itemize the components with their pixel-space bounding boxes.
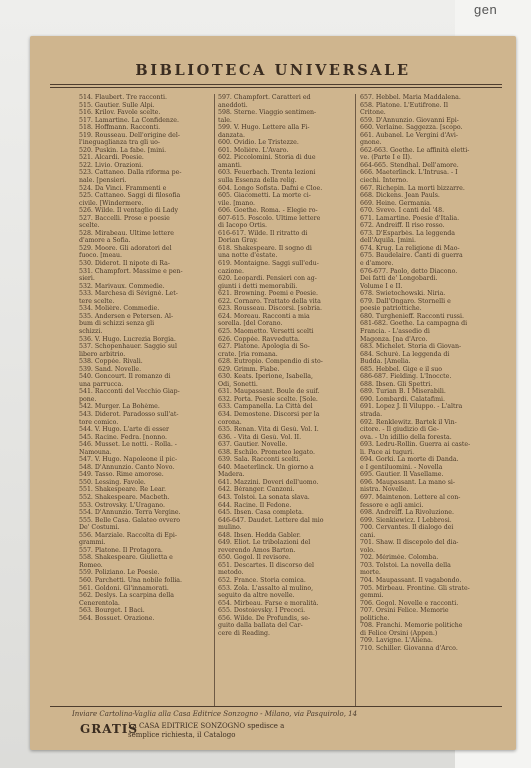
catalog-entry: 598. Sterne. Viaggio sentimen-	[218, 109, 317, 117]
catalog-entry: 650. Gogol. Il revisore.	[218, 554, 291, 562]
catalog-entry: 633. Campanella. La Città del	[218, 403, 313, 411]
catalog-entry: ciechi. Interno.	[360, 177, 409, 185]
catalog-entry: poesie patriottiche.	[360, 305, 422, 313]
catalog-entry: 697. Maintenon. Lettere al con-	[360, 493, 461, 501]
catalog-entry: 644. Racine. Il Fedone.	[218, 501, 292, 509]
catalog-entry: Volume I e II.	[360, 282, 403, 290]
catalog-entry: 555. Belle Casa. Galateo ovvero	[79, 516, 180, 524]
footer-rule	[50, 706, 502, 707]
catalog-entry: 524. Da Vinci. Frammenti e	[79, 184, 167, 192]
catalog-entry: nistra. Novelle.	[360, 486, 409, 494]
catalog-entry: tore comico.	[79, 418, 119, 426]
catalog-entry: 691. Lopez J. Il Viluppo. - L'altra	[360, 403, 463, 411]
catalog-entry: 553. Ostrovsky. L'Uragano.	[79, 501, 165, 509]
catalog-entry: 525. Cattaneo. Saggi di filosofia	[79, 192, 181, 200]
catalog-title: BIBLIOTECA UNIVERSALE	[135, 62, 411, 79]
column-divider	[214, 94, 215, 706]
catalog-entry: seguito da altre novelle.	[218, 592, 295, 600]
catalog-entry: 526. Wilde. Il ventaglio di Lady	[79, 207, 178, 215]
catalog-entry: bum di schizzi senza gli	[79, 320, 155, 328]
catalog-entry: 636. - Vita di Gesù. Vol. II.	[218, 433, 302, 441]
catalog-entry: 695. Gautier. Il Vasellame.	[360, 471, 444, 479]
catalog-entry: 671. Lamartine. Poesie d'Italia.	[360, 214, 460, 222]
catalog-entry: 657. Hebbel. Maria Maddalena.	[360, 94, 461, 101]
catalog-entry: 643. Tolstoi. La sonata slava.	[218, 493, 310, 501]
catalog-column-2	[218, 94, 350, 706]
catalog-entry: pone.	[79, 395, 97, 403]
catalog-entry: corona.	[218, 418, 242, 426]
catalog-entry: 554. D'Annunzio. Terra Vergine.	[79, 509, 181, 517]
catalog-entry: 518. Hoffmann. Racconti.	[79, 124, 161, 132]
catalog-entry: amanti.	[218, 161, 242, 169]
catalog-entry: Madera.	[218, 471, 245, 479]
catalog-entry: 562. Deslys. La scarpina della	[79, 592, 174, 600]
header-rule-bottom	[50, 87, 502, 88]
catalog-entry: 681-682. Goethe. La campagna di	[360, 320, 468, 328]
footer-publisher-text	[128, 722, 458, 739]
catalog-entry: 520. Puskin. La fabe. [mini.	[79, 146, 167, 154]
catalog-entry: 653. Zola. L'assalto al mulino,	[218, 584, 314, 592]
catalog-entry: di Felice Orsini (Appen.)	[360, 629, 438, 637]
catalog-entry: 679. Dall'Ongaro. Stornelli e	[360, 297, 451, 305]
catalog-entry: 699. Sienkiewicz. I Lebbrosi.	[360, 516, 452, 524]
footer-publisher-line: La CASA EDITRICE SONZOGNO spedisce a	[128, 722, 285, 730]
catalog-entry: 652. France. Storia comica.	[218, 577, 306, 584]
catalog-entry: 626. Coppée. Ravvedutta.	[218, 335, 300, 343]
catalog-entry: De' Costumi.	[79, 524, 120, 532]
catalog-entry: 646-647. Daudet. Lettere dal mio	[218, 516, 324, 524]
catalog-entry: d'amore a Sofia.	[79, 237, 131, 245]
footer-order-line: Inviare Cartolina-Vaglia alla Casa Editrice Sonzogno - Milano, via Pasquirolo, 14	[72, 710, 358, 718]
catalog-entry: Dei fatti de' Longobardi.	[360, 275, 438, 283]
catalog-entry: 659. D'Annunzio. Giovanni Epi-	[360, 116, 459, 124]
catalog-entry: 547. V. Hugo. Napoleone il pic-	[79, 456, 178, 464]
catalog-entry: 618. Shakespeare. Il sogno di	[218, 244, 312, 252]
catalog-entry: reverendo Amos Barton.	[218, 546, 296, 554]
catalog-entry: 602. Piccolomini. Storia di due	[218, 154, 316, 162]
catalog-entry: 523. Cattaneo. Dalla riforma pe-	[79, 169, 182, 177]
catalog-entry: 561. Goldoni. Gl'innamorati.	[79, 584, 169, 592]
catalog-entry: 564. Bossuet. Orazione.	[79, 614, 155, 622]
catalog-entry: 639. Sala. Racconti scelti.	[218, 456, 301, 464]
catalog-entry: citore. - Il giudizio di Ge-	[360, 426, 439, 434]
header-rule-top	[50, 84, 502, 85]
catalog-entry: 705. Mirbeau. Frontine. Gli strate-	[360, 584, 470, 592]
catalog-entry: 616-617. Wilde. Il ritratto di	[218, 229, 308, 237]
catalog-entry: ve. (Parte I e II).	[360, 154, 412, 162]
catalog-entry: 645. Ibsen. Casa completa.	[218, 509, 304, 517]
catalog-entry: 669. Heine. Germania.	[360, 199, 432, 207]
catalog-entry: 599. V. Hugo. Lettere alla Fi-	[218, 124, 310, 132]
catalog-entry: 709. Lavigne. L'Aliena.	[360, 637, 433, 645]
catalog-entry: 537. Schopenhauer. Saggio sul	[79, 343, 177, 351]
catalog-entry: Romeo.	[79, 561, 103, 569]
catalog-entry: schizzi.	[79, 327, 103, 335]
catalog-entry: 689. Turian B. I Miserabili.	[360, 388, 446, 396]
catalog-entry: 672. Andreiff. Il riso rosso.	[360, 222, 445, 230]
catalog-entry: 544. V. Hugo. L'arte di esser	[79, 426, 169, 434]
catalog-entry: 684. Schurè. La leggenda di	[360, 350, 450, 358]
catalog-entry: 692. Renklewitz. Bartek il Vin-	[360, 418, 457, 426]
catalog-entry: 532. Marivaux. Commedie.	[79, 282, 165, 290]
catalog-entry: 558. Shakespeare. Giulietta e	[79, 554, 173, 562]
catalog-entry: Namouna.	[79, 448, 112, 456]
catalog-entry: 539. Sand. Novelle.	[79, 365, 142, 373]
catalog-entry: 634. Demostene. Discorsi per la	[218, 410, 320, 418]
catalog-entry: 534. Molière. Commedie.	[79, 305, 160, 313]
catalog-entry: Critone.	[360, 109, 386, 117]
catalog-entry: 557. Platone. Il Protagora.	[79, 546, 163, 554]
catalog-entry: ova. - Un idillio della foresta.	[360, 433, 452, 441]
catalog-entry: Dorian Gray.	[218, 237, 258, 245]
catalog-entry: 559. Poliziano. Le Poesie.	[79, 569, 160, 577]
catalog-entry: 664-665. Stendhal. Dell'amore.	[360, 161, 459, 169]
catalog-entry: 654. Mirbeau. Farse e moralità.	[218, 599, 319, 607]
catalog-entry: 670. Svevo. I canti del '48.	[360, 207, 445, 215]
catalog-entry: 638. Eschilo. Prometeo legato.	[218, 448, 315, 456]
catalog-entry: 551. Shakespeare. Re Lear.	[79, 486, 166, 494]
catalog-entry: 549. Tasso. Rime amorose.	[79, 471, 164, 479]
catalog-entry: gemmi.	[360, 592, 384, 600]
catalog-entry: morte.	[360, 569, 381, 577]
catalog-entry: 696. Maupassant. La mano si-	[360, 478, 456, 486]
catalog-entry: fuoco. [meau.	[79, 252, 123, 260]
catalog-entry: 604. Longo Sofista. Dafni e Cloe.	[218, 184, 323, 192]
catalog-entry: tere scelte.	[79, 297, 115, 305]
catalog-entry: 620. Leopardi. Pensieri con ag-	[218, 275, 317, 283]
catalog-entry: 597. Champfort. Caratteri ed	[218, 94, 311, 101]
catalog-entry: 619. Montaigne. Saggi sull'edu-	[218, 260, 319, 268]
catalog-entry: Budda. [Amelia.	[360, 358, 411, 366]
catalog-entry: 517. Lamartine. La Confidenze.	[79, 116, 179, 124]
catalog-entry: 648. Ibsen. Hedda Gabler.	[218, 531, 301, 539]
catalog-entry: 704. Maupassant. Il vagabondo.	[360, 577, 462, 584]
catalog-entry: una parrucca.	[79, 380, 124, 388]
catalog-entry: 623. Rousseau. Discorsi. [sobria.	[218, 305, 322, 313]
catalog-entry: 706. Gogol. Novelle e racconti.	[360, 599, 459, 607]
column-divider	[355, 94, 356, 706]
catalog-entry: libero arbitrio.	[79, 350, 126, 358]
catalog-entry: e d'amore.	[360, 260, 394, 268]
catalog-entry: tale.	[218, 116, 232, 124]
catalog-entry: cazione.	[218, 267, 244, 275]
catalog-entry: l'ineguaglianza tra gli uo-	[79, 139, 161, 147]
catalog-entry: 707. Orsini Felice. Memorie	[360, 607, 449, 615]
catalog-entry: 556. Marziale. Raccolta di Epi-	[79, 531, 177, 539]
footer-publisher-line: semplice richiesta, il Catalogo	[128, 730, 236, 739]
catalog-entry: 631. Maupassant. Boule de suif.	[218, 388, 320, 396]
catalog-entry: 660. Verlaine. Saggezza. [scopo.	[360, 124, 463, 132]
catalog-entry: 529. Moore. Gli adoratori del	[79, 244, 172, 252]
catalog-entry: 538. Coppée. Rivali.	[79, 358, 143, 366]
catalog-entry: gnone.	[360, 139, 382, 147]
catalog-entry: 668. Dickens. Jean Pauls.	[360, 192, 440, 200]
catalog-entry: 542. Murger. La Bohème.	[79, 403, 160, 411]
catalog-entry: metodo.	[218, 569, 244, 577]
catalog-entry: cani.	[360, 531, 376, 539]
catalog-entry: volo.	[360, 546, 375, 554]
catalog-entry: 690. Lombardi. Calatafimi.	[360, 395, 445, 403]
catalog-entry: 693. Ledru-Rollin. Guerra ai caste-	[360, 441, 471, 449]
catalog-entry: e I gentiluomini. - Novella	[360, 463, 443, 471]
catalog-entry: 700. Cervantes. Il dialogo dei	[360, 524, 454, 532]
catalog-entry: sorella. [del Corano.	[218, 320, 283, 328]
catalog-entry: scelte.	[79, 222, 100, 230]
catalog-entry: 667. Richepin. La morti bizzarre.	[360, 184, 465, 192]
catalog-entry: 629. Grimm. Fiabe.	[218, 365, 280, 373]
catalog-entry: 678. Swietochowski. Niria.	[360, 290, 446, 298]
catalog-entry: 601. Molière. L'Avaro.	[218, 146, 289, 154]
catalog-entry: 560. Parchetti. Una nobile follia.	[79, 577, 183, 584]
catalog-entry: giunti i detti memorabili.	[218, 282, 298, 290]
catalog-column-1	[79, 94, 211, 706]
catalog-entry: 676-677. Paolo, detto Diacono.	[360, 267, 458, 275]
catalog-entry: Magonza. [na d'Arco.	[360, 335, 428, 343]
catalog-entry: strada.	[360, 410, 383, 418]
catalog-entry: 627. Platone. Apologia di So-	[218, 343, 310, 351]
catalog-entry: 531. Champfort. Massime e pen-	[79, 267, 183, 275]
catalog-entry: cere di Reading.	[218, 629, 271, 637]
catalog-entry: 606. Goethe. Roma. - Elegie ro-	[218, 207, 318, 215]
catalog-entry: 545. Racine. Fedra. [nonno.	[79, 433, 167, 441]
catalog-entry: vile. [mano.	[218, 199, 255, 207]
catalog-entry: 673. D'Esparbès. La leggenda	[360, 229, 456, 237]
catalog-entry: 519. Rousseau. Dell'origine del-	[79, 131, 180, 139]
catalog-entry: civile. [Windermere.	[79, 199, 144, 207]
catalog-entry: 661. Aubanel. Le Vergini d'Avi-	[360, 131, 458, 139]
catalog-entry: 662-663. Goethe. Le affinità eletti-	[360, 146, 470, 154]
catalog-entry: Francia. - L'assedio di	[360, 327, 430, 335]
catalog-entry: 703. Tolstoi. La novella della	[360, 561, 451, 569]
gratis-label: GRATIS	[80, 722, 139, 736]
catalog-entry: 521. Alcardi. Poesie.	[79, 154, 144, 162]
catalog-entry: 666. Maeterlinck. L'Intrusa. - I	[360, 169, 458, 177]
catalog-entry: 630. Keats. Iperione, Isabella,	[218, 373, 313, 381]
catalog-entry: 694. Gorki. La morte di Danda.	[360, 456, 459, 464]
catalog-entry: Odi, Sonetti.	[218, 380, 258, 388]
catalog-entry: nale. [pensieri.	[79, 177, 127, 185]
catalog-entry: 514. Flaubert. Tre racconti.	[79, 94, 168, 101]
catalog-entry: 603. Feuerbach. Trenta lezioni	[218, 169, 316, 177]
catalog-entry: crate. [ria romana.	[218, 350, 278, 358]
catalog-entry: 649. Eliot. Le tribolazioni del	[218, 539, 311, 547]
catalog-entry: 550. Lessing. Favole.	[79, 478, 146, 486]
catalog-column-3	[360, 94, 492, 706]
catalog-entry: 605. Giacometti. La morte ci-	[218, 192, 311, 200]
catalog-entry: li. Pace ai tuguri.	[360, 448, 415, 456]
catalog-entry: 698. Andreiff. La Rivoluzione.	[360, 509, 454, 517]
catalog-entry: 530. Diderot. Il nipote di Ra-	[79, 260, 170, 268]
catalog-entry: 656. Wilde. De Profundis, se-	[218, 614, 311, 622]
catalog-entry: 540. Goncourt. Il romanzo di	[79, 373, 171, 381]
catalog-entry: 515. Gautier. Sulle Alpi.	[79, 101, 155, 109]
catalog-entry: 563. Bourget. I Baci.	[79, 607, 145, 615]
catalog-entry: 546. Musset. Le notti. - Rolla. -	[79, 441, 177, 449]
catalog-entry: 640. Maeterlinck. Un giorno a	[218, 463, 314, 471]
catalog-entry: mulino.	[218, 524, 242, 532]
catalog-entry: 621. Browning. Poemi e Poesie.	[218, 290, 318, 298]
catalog-entry: guito dalla ballata del Car-	[218, 622, 303, 630]
catalog-entry: 641. Mazzini. Doveri dell'uomo.	[218, 478, 319, 486]
catalog-entry: 708. Franchi. Memorie politiche	[360, 622, 463, 630]
catalog-entry: 548. D'Annunzio. Canto Novo.	[79, 463, 175, 471]
catalog-entry: 600. Ovidio. Le Tristezze.	[218, 139, 299, 147]
catalog-entry: 683. Michelet. Storia di Giovan-	[360, 343, 462, 351]
catalog-entry: 680. Turghenieff. Racconti russi.	[360, 312, 464, 320]
catalog-entry: 607-615. Foscolo. Ultime lettere	[218, 214, 321, 222]
catalog-entry: 632. Porta. Poesie scelte. [Sole.	[218, 395, 318, 403]
catalog-entry: 536. V. Hugo. Lucrezia Borgia.	[79, 335, 176, 343]
catalog-entry: 625. Maometto. Versetti scelti	[218, 327, 314, 335]
catalog-entry: 674. Krug. La religione di Mao-	[360, 244, 460, 252]
catalog-entry: 675. Baudelaire. Canti di guerra	[360, 252, 463, 260]
catalog-entry: sulla Essenza della relig.	[218, 177, 297, 185]
catalog-entry: fessore e agli amici.	[360, 501, 424, 509]
catalog-entry: 651. Descartes. Il discorso del	[218, 561, 314, 569]
catalog-entry: danzata.	[218, 131, 245, 139]
catalog-entry: 552. Shakespeare. Macbeth.	[79, 493, 170, 501]
catalog-entry: 637. Gautier. Novelle.	[218, 441, 288, 449]
catalog-entry: 655. Dostoievsky. I Precoci.	[218, 607, 306, 615]
catalog-entry: 516. Krilov. Favole scelte.	[79, 109, 161, 117]
catalog-entry: aneddoti.	[218, 101, 248, 109]
catalog-entry: di Iacopo Ortis.	[218, 222, 268, 230]
catalog-entry: grammi.	[79, 539, 106, 547]
catalog-entry: 528. Mirabeau. Ultime lettere	[79, 229, 174, 237]
catalog-entry: 628. Eutropio. Compendio di sto-	[218, 358, 323, 366]
catalog-entry: 622. Cornaro. Trattato della vita	[218, 297, 321, 305]
catalog-entry: Cenerentola.	[79, 599, 120, 607]
catalog-entry: una notte d'estate.	[218, 252, 278, 260]
background-sheet-text: gen	[474, 2, 498, 17]
catalog-entry: 527. Baccelli. Prose e poesie	[79, 214, 170, 222]
catalog-entry: 701. Shaw. Il discepolo del dia-	[360, 539, 459, 547]
catalog-entry: 624. Moreau. Racconti a mia	[218, 312, 310, 320]
catalog-entry: 658. Platone. L'Eutifrone. Il	[360, 101, 449, 109]
catalog-entry: 688. Ibsen. Gli Spettri.	[360, 380, 433, 388]
catalog-entry: 522. Livio. Orazioni.	[79, 161, 144, 169]
catalog-entry: 533. Marchesa di Sévigné. Let-	[79, 290, 178, 298]
catalog-entry: dell'Aquila. [mini.	[360, 237, 417, 245]
catalog-entry: politiche.	[360, 614, 390, 622]
catalog-entry: 535. Andersen e Petersen. Al-	[79, 312, 174, 320]
catalog-entry: 686-687. Fielding. L'Inoccte.	[360, 373, 452, 381]
catalog-entry: 642. Béranger. Canzoni.	[218, 486, 295, 494]
catalog-entry: 541. Racconti del Vecchio Giap-	[79, 388, 180, 396]
catalog-entry: sieri.	[79, 275, 95, 283]
catalog-entry: 710. Schiller. Giovanna d'Arco.	[360, 644, 458, 652]
catalog-entry: 543. Diderot. Paradosso sull'at-	[79, 410, 179, 418]
catalog-entry: 685. Hebbel. Gige e il suo	[360, 365, 443, 373]
catalog-entry: 635. Renan. Vita di Gesù. Vol. I.	[218, 426, 319, 434]
catalog-entry: 702. Mérimée. Colomba.	[360, 554, 439, 562]
